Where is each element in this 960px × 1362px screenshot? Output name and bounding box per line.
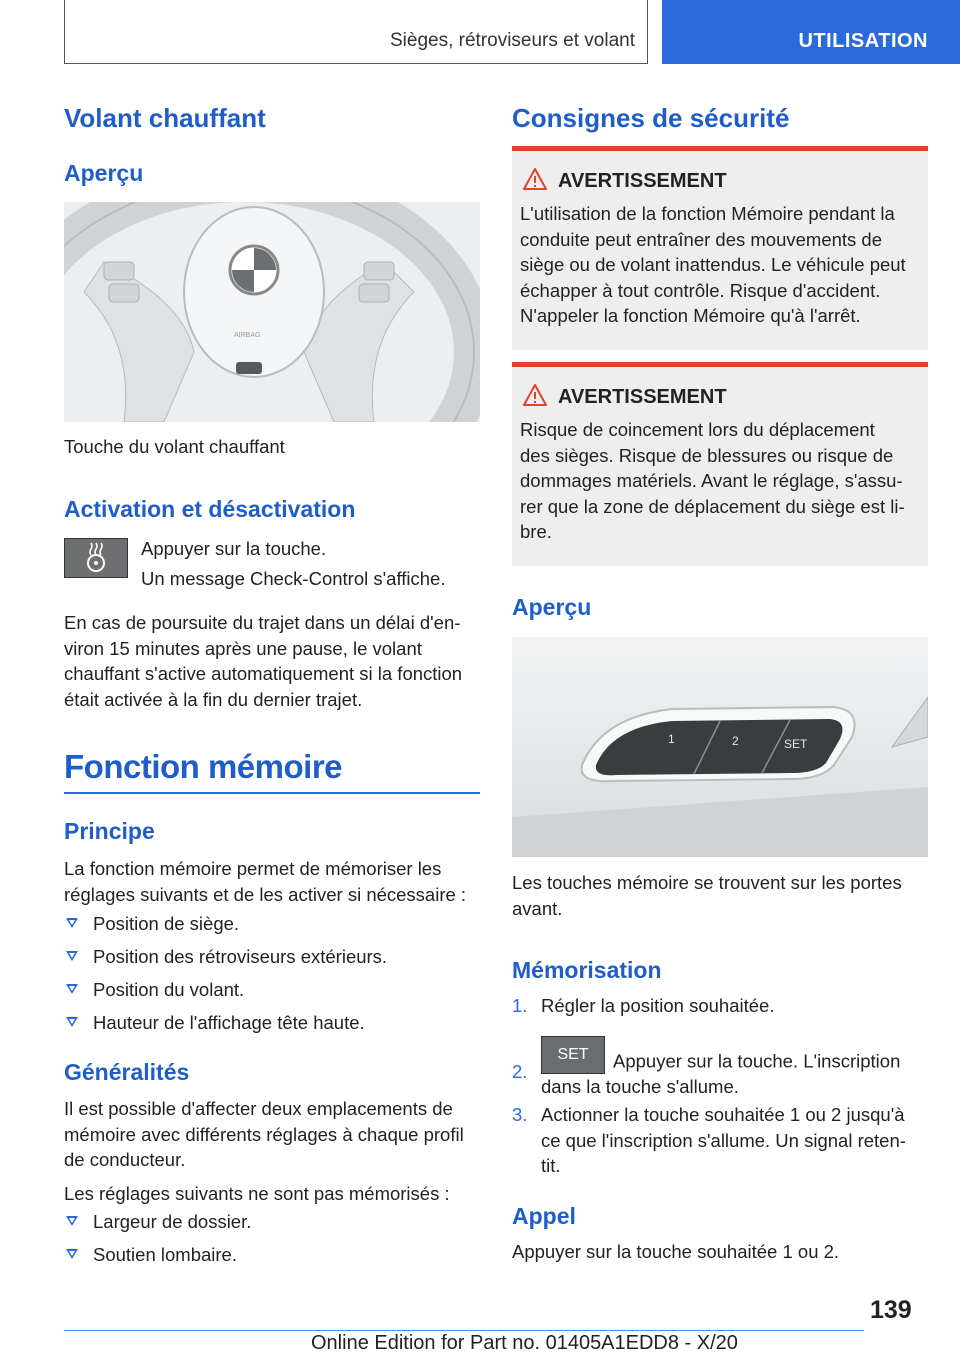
paragraph-generalites: Il est possible d'affecter deux emplacements de mémoire avec différents réglages à chaque profil de conducteur. [64,1098,464,1170]
list-item: 3. Actionner la touche souhaitée 1 ou 2 jusqu'à ce que l'inscription s'allume. Un signal reten- tit. [512,1104,906,1176]
bullet-triangle-icon [66,1249,78,1259]
set-button-icon: SET [541,1036,605,1074]
paragraph-non-memorises: Les réglages suivants ne sont pas mémorisés : [64,1183,450,1204]
memory-label-2: 2 [732,734,739,748]
svg-text:AIRBAG: AIRBAG [234,332,261,339]
warning-box-1 [512,146,928,350]
bullet-triangle-icon [66,918,78,928]
list-item: Position des rétroviseurs extérieurs. [64,944,484,977]
list-item: 1. Régler la position souhaitée. [512,995,775,1016]
list-item: Position du volant. [64,977,484,1010]
caption-memory-buttons: Les touches mémoire se trouvent sur les portes avant. [512,872,902,919]
heading-volant-chauffant: Volant chauffant [64,103,266,133]
warning-title: AVERTISSEMENT [558,386,727,408]
memorisation-steps [512,993,932,1179]
bullet-triangle-icon [66,1216,78,1226]
heading-rule [64,792,480,794]
bullet-triangle-icon [66,1017,78,1027]
heading-memorisation: Mémorisation [512,957,662,983]
heading-apercu-right: Aperçu [512,594,592,620]
heated-steering-wheel-icon [65,539,127,577]
bullet-triangle-icon [66,951,78,961]
activation-step-2: Un message Check-Control s'affiche. [141,568,446,589]
memory-label-set: SET [784,737,808,751]
header-chapter-title: UTILISATION [798,30,928,52]
warning-title: AVERTISSEMENT [558,170,727,192]
list-item: Position de siège. [64,911,484,944]
list-item: 2. SET Appuyer sur la touche. L'inscription dans la touche s'allume. [512,1026,932,1102]
warning-text: L'utilisation de la fonction Mémoire pendant la conduite peut entraîner des mouvements de siège ou de volant inattendus. Le véhicule peut échapper à tout contrôle. Risque d'accident. N'appeler la fonction Mémoire qu'à l'arrêt. [520,203,906,326]
heading-activation: Activation et désactivation [64,496,356,522]
warning-triangle-icon [522,167,548,191]
heading-apercu-left: Aperçu [64,160,144,186]
warning-box-2 [512,362,928,566]
heading-fonction-memoire: Fonction mémoire [64,748,343,785]
heated-wheel-button [64,538,128,578]
paragraph-principe: La fonction mémoire permet de mémoriser les réglages suivants et de les activer si nécessaire : [64,858,467,905]
paragraph-appel: Appuyer sur la touche souhaitée 1 ou 2. [512,1241,840,1262]
warning-triangle-icon [522,383,548,407]
header-section-title: Sièges, rétroviseurs et volant [389,30,635,51]
footer-edition: Online Edition for Part no. 01405A1EDD8 - X/20 [311,1332,738,1354]
footer-rule [64,1330,864,1331]
heading-generalites: Généralités [64,1059,190,1085]
header-chapter-tab [662,0,960,64]
paragraph-poursuite: En cas de poursuite du trajet dans un délai d'en- viron 15 minutes après une pause, le volant chauffant s'active automatiquement si la fonction était activée à la fin du dernier trajet. [64,612,463,710]
steering-wheel-image [64,202,480,422]
header-section-box [64,0,648,64]
list-item: Hauteur de l'affichage tête haute. [64,1010,484,1043]
memory-label-1: 1 [668,732,675,746]
heading-principe: Principe [64,818,155,844]
list-item: Soutien lombaire. [64,1242,484,1275]
caption-steering-wheel: Touche du volant chauffant [64,436,285,457]
heading-consignes: Consignes de sécurité [512,103,790,133]
memory-buttons-image [512,637,928,857]
page-number: 139 [870,1296,912,1324]
activation-step-1: Appuyer sur la touche. [141,538,327,559]
warning-text: Risque de coincement lors du déplacement des sièges. Risque de blessures ou risque de dommages matériels. Avant le réglage, s'assu- rer que la zone de déplacement du siège est li- bre. [520,419,905,542]
list-item: Largeur de dossier. [64,1209,484,1242]
principe-list [64,911,484,1043]
heading-appel: Appel [512,1203,576,1229]
bullet-triangle-icon [66,984,78,994]
non-memo-list [64,1209,484,1275]
